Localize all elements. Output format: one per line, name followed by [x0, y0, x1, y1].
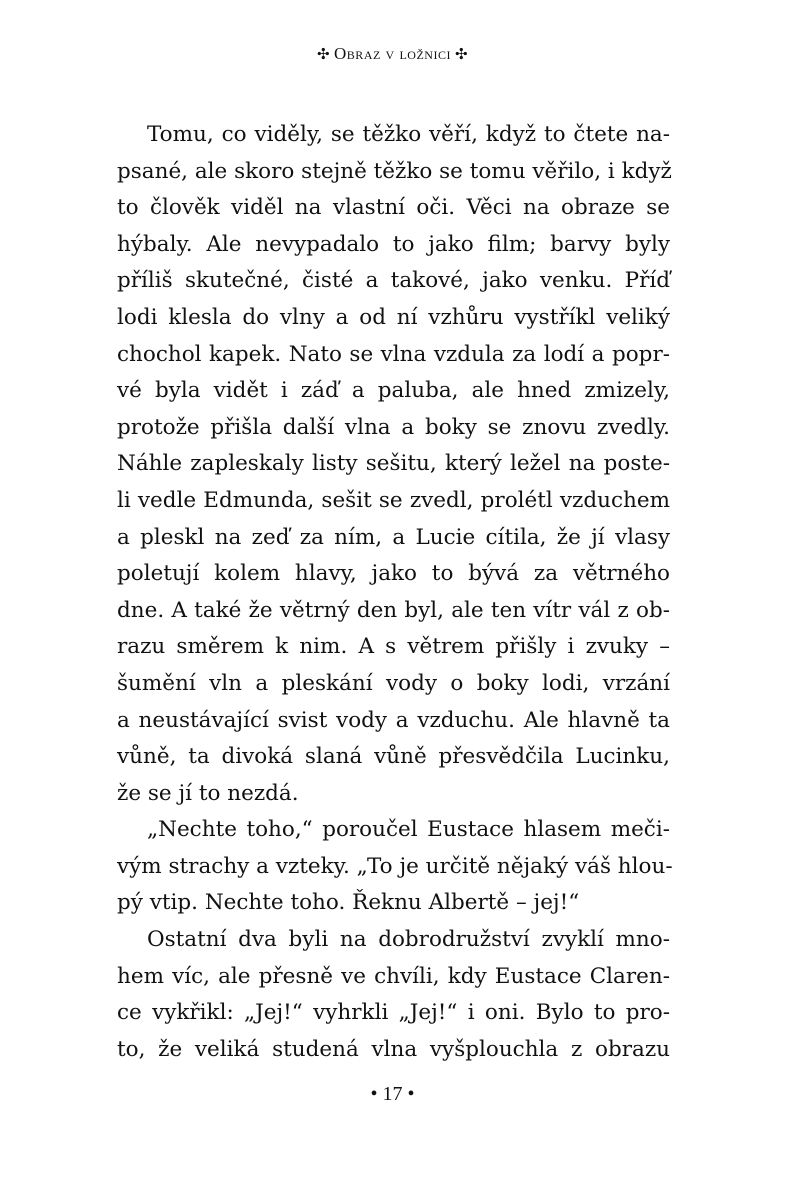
text-line: poletují kolem hlavy, jako to bývá za větrného: [117, 561, 670, 587]
text-line: šumění vln a pleskání vody o boky lodi, vrzání: [117, 670, 670, 696]
text-line: a neustávající svist vody a vzduchu. Ale hlavně ta: [117, 707, 670, 733]
page-number: • 17 •: [370, 1083, 415, 1105]
ornament-icon: ✣: [316, 47, 331, 63]
text-line: chochol kapek. Nato se vlna vzdula za lodí a popr-: [117, 341, 670, 367]
text-line: to člověk viděl na vlastní oči. Věci na obraze se: [117, 195, 670, 221]
ornament-icon: ✣: [454, 47, 469, 63]
chapter-title: Obraz v ložnici: [334, 44, 451, 63]
text-line: Náhle zapleskaly listy sešitu, který ležel na poste-: [117, 451, 670, 477]
running-header: [0, 44, 785, 64]
text-line: hýbaly. Ale nevypadalo to jako film; barvy byly: [117, 231, 670, 257]
text-line: vé byla vidět i záď a paluba, ale hned zmizely,: [117, 378, 670, 404]
text-line: ce vykřikl: „Jej!“ vyhrkli „Jej!“ i oni. Bylo to pro-: [117, 1000, 670, 1026]
text-line: razu směrem k nim. A s větrem přišly i zvuky –: [117, 634, 670, 660]
text-line: vůně, ta divoká slaná vůně přesvědčila Lucinku,: [117, 744, 670, 770]
text-line: protože přišla další vlna a boky se znovu zvedly.: [117, 414, 670, 440]
text-line: a pleskl na zeď za ním, a Lucie cítila, že jí vlasy: [117, 524, 670, 550]
text-line: li vedle Edmunda, sešit se zvedl, prolétl vzduchem: [117, 487, 670, 513]
text-line: lodi klesla do vlny a od ní vzhůru vystříkl veliký: [117, 304, 670, 330]
text-line: Ostatní dva byli na dobrodružství zvyklí mno-: [147, 927, 670, 953]
text-line: pý vtip. Nechte toho. Řeknu Albertě – jej!“: [117, 890, 580, 916]
text-line: že se jí to nezdá.: [117, 780, 299, 806]
text-line: „Nechte toho,“ poroučel Eustace hlasem meči-: [147, 817, 670, 843]
body-text: [117, 117, 673, 1068]
text-line: psané, ale skoro stejně těžko se tomu věřilo, i když: [117, 158, 672, 184]
text-line: hem víc, ale přesně ve chvíli, kdy Eustace Claren-: [117, 963, 670, 989]
text-line: příliš skutečné, čisté a takové, jako venku. Příď: [117, 268, 670, 294]
text-line: vým strachy a vzteky. „To je určitě nějaký váš hlou-: [117, 853, 673, 879]
text-line: dne. A také že větrný den byl, ale ten vítr vál z ob-: [117, 597, 670, 623]
text-line: to, že veliká studená vlna vyšplouchla z obrazu: [117, 1036, 670, 1062]
text-line: Tomu, co viděly, se těžko věří, když to čtete na-: [147, 122, 670, 147]
